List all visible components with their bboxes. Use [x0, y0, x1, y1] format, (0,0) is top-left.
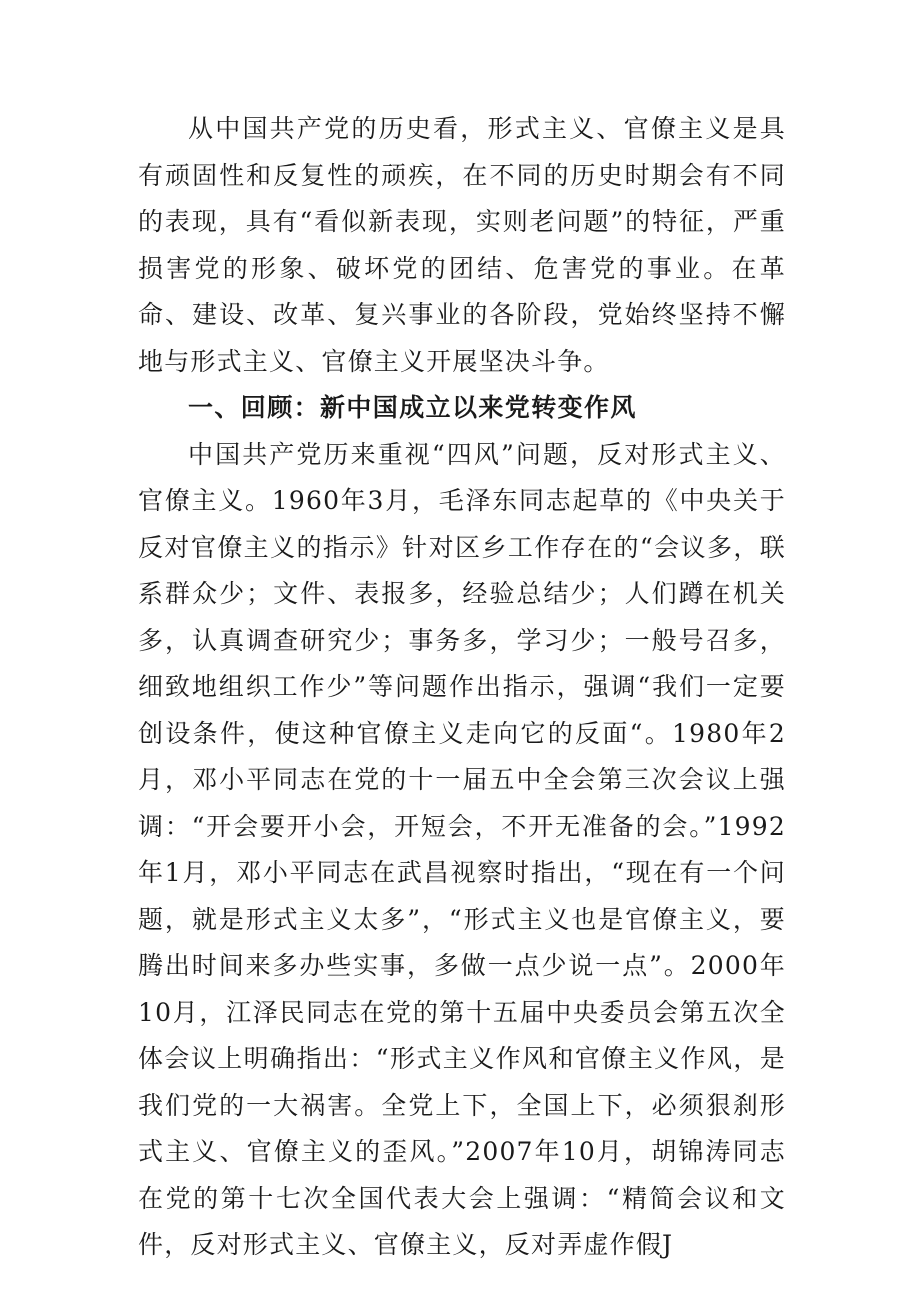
section-paragraph: 中国共产党历来重视“四风”问题，反对形式主义、官僚主义。1960年3月，毛泽东同志起草的《中央关于反对官僚主义的指示》针对区乡工作存在的“会议多，联系群众少；文件、表报多，经验总结少；人们蹲在机关多，认真调查研究少；事务多，学习少；一般号召多，细致地组织工作少”等问题作出指示，强调“我们一定要创设条件，使这种官僚主义走向它的反面“。1980年2月，邓小平同志在党的十一届五中全会第三次会议上强调：“开会要开小会，开短会，不开无准备的会。”1992年1月，邓小平同志在武昌视察时指出，“现在有一个问题，就是形式主义太多”，“形式主义也是官僚主义，要腾出时间来多办些实事，多做一点少说一点”。2000年10月，江泽民同志在党的第十五届中央委员会第五次全体会议上明确指出：“形式主义作风和官僚主义作风，是我们党的一大祸害。全党上下，全国上下，必须狠刹形式主义、官僚主义的歪风。”2007年10月，胡锦涛同志在党的第十七次全国代表大会上强调：“精简会议和文件，反对形式主义、官僚主义，反对弄虚作假J [138, 439, 786, 1259]
intro-paragraph: 从中国共产党的历史看，形式主义、官僚主义是具有顽固性和反复性的顽疾，在不同的历史时期会有不同的表现，具有“看似新表现，实则老问题”的特征，严重损害党的形象、破坏党的团结、危害党的事业。在革命、建设、改革、复兴事业的各阶段，党始终坚持不懈地与形式主义、官僚主义开展坚决斗争。 [138, 114, 786, 376]
section-heading: 一、回顾：新中国成立以来党转变作风 [188, 393, 637, 422]
document-body [138, 106, 786, 1269]
